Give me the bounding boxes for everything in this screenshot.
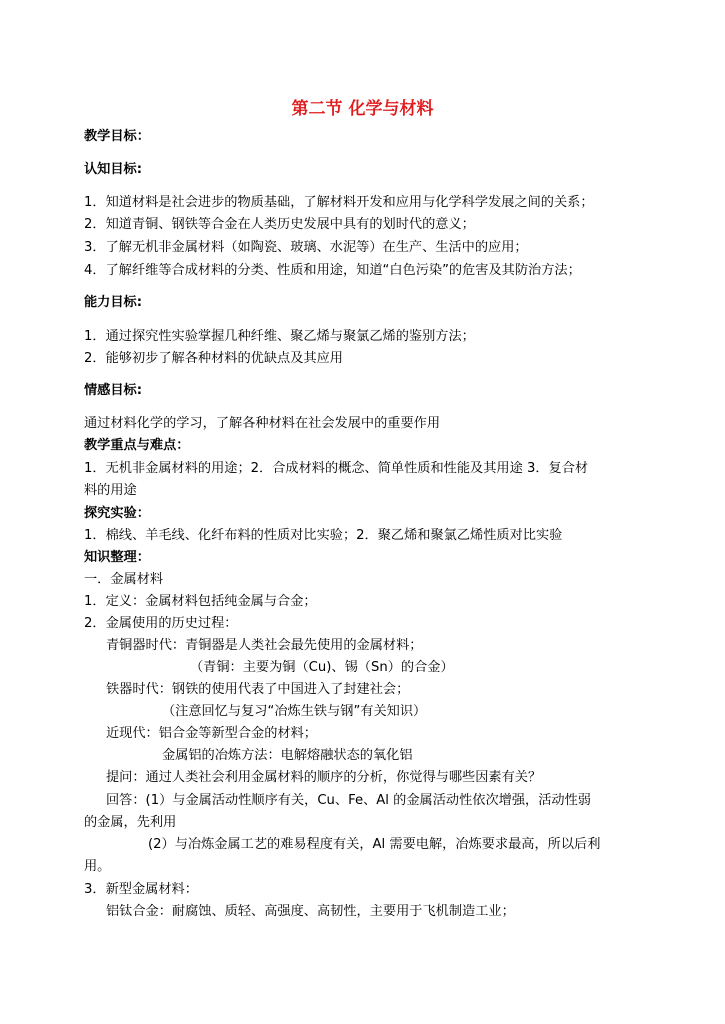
ability-item: 2．能够初步了解各种材料的优缺点及其应用: [84, 351, 343, 366]
knowledge-heading: 知识整理：: [84, 550, 150, 565]
knowledge-line: 近现代：铝合金等新型合金的材料；: [106, 726, 317, 741]
knowledge-line: 金属铝的冶炼方法：电解熔融状态的氧化铝: [162, 748, 413, 763]
emotion-text: 通过材料化学的学习，了解各种材料在社会发展中的重要作用: [84, 416, 441, 431]
cognitive-goals-heading: 认知目标:: [84, 162, 143, 177]
answer-line: 回答：(1）与金属活动性顺序有关，Cu、Fe、Al 的金属活动性依次增强，活动性弱: [106, 793, 591, 808]
ability-item: 1．通过探究性实验掌握几种纤维、聚乙烯与聚氯乙烯的鉴别方法；: [84, 329, 475, 344]
answer-line: 用。: [84, 859, 111, 874]
knowledge-line: 铝钛合金：耐腐蚀、质轻、高强度、高韧性，主要用于飞机制造工业；: [106, 904, 515, 919]
key-points-line: 1．无机非金属材料的用途；2．合成材料的概念、简单性质和性能及其用途 3．复合材: [84, 461, 589, 476]
experiments-text: 1．棉线、羊毛线、化纤布料的性质对比实验；2．聚乙烯和聚氯乙烯性质对比实验: [84, 528, 563, 543]
teaching-goals-heading: 教学目标：: [84, 129, 150, 144]
knowledge-note: （青铜：主要为铜（Cu)、锡（Sn）的合金）: [190, 660, 454, 675]
knowledge-line: 1．定义：金属材料包括纯金属与合金；: [84, 594, 317, 609]
section-heading-metal: 一．金属材料: [84, 572, 164, 587]
answer-line: (2）与冶炼金属工艺的难易程度有关，Al 需要电解，冶炼要求最高，所以后利: [148, 837, 601, 852]
cognitive-item: 3．了解无机非金属材料（如陶瓷、玻璃、水泥等）在生产、生活中的应用；: [84, 240, 528, 255]
emotion-goals-heading: 情感目标:: [84, 383, 143, 398]
knowledge-line: 2．金属使用的历史过程：: [84, 616, 238, 631]
cognitive-item: 2．知道青铜、钢铁等合金在人类历史发展中具有的划时代的意义；: [84, 217, 475, 232]
ability-goals-heading: 能力目标:: [84, 295, 143, 310]
answer-line: 的金属，先利用: [84, 815, 177, 830]
knowledge-note: （注意回忆与复习“冶炼生铁与钢”有关知识）: [162, 704, 427, 719]
cognitive-item: 4．了解纤维等合成材料的分类、性质和用途，知道“白色污染”的危害及其防治方法；: [84, 263, 581, 278]
knowledge-line: 铁器时代：钢铁的使用代表了中国进入了封建社会；: [106, 682, 410, 697]
key-points-heading: 教学重点与难点：: [84, 438, 190, 453]
page-title: 第二节 化学与材料: [291, 99, 434, 119]
key-points-line: 料的用途: [84, 483, 137, 498]
question-line: 提问：通过人类社会利用金属材料的顺序的分析，你觉得与哪些因素有关？: [106, 770, 542, 785]
experiments-heading: 探究实验：: [84, 506, 150, 521]
cognitive-item: 1．知道材料是社会进步的物质基础，了解材料开发和应用与化学科学发展之间的关系；: [84, 195, 594, 210]
knowledge-line: 3．新型金属材料：: [84, 882, 198, 897]
knowledge-line: 青铜器时代：青铜器是人类社会最先使用的金属材料；: [106, 638, 423, 653]
